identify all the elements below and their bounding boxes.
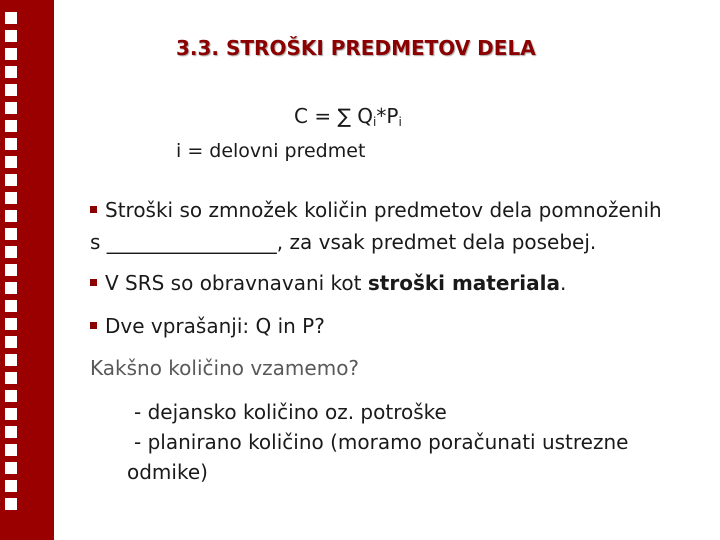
answer-line-2: - planirano količino (moramo poračunati ustrezne bbox=[134, 430, 629, 454]
cost-formula bbox=[294, 104, 402, 129]
formula-p-subscript: i bbox=[398, 115, 402, 129]
strip-square bbox=[5, 426, 17, 438]
strip-square bbox=[5, 498, 17, 510]
strip-square bbox=[5, 336, 17, 348]
strip-square bbox=[5, 462, 17, 474]
bullet-marker bbox=[90, 322, 97, 329]
formula-q: Q bbox=[350, 104, 374, 128]
strip-square bbox=[5, 372, 17, 384]
strip-square bbox=[5, 318, 17, 330]
strip-square bbox=[5, 156, 17, 168]
sum-symbol: ∑ bbox=[337, 104, 351, 128]
bullet-2-text-before: V SRS so obravnavani kot bbox=[105, 271, 368, 295]
strip-square bbox=[5, 264, 17, 276]
strip-square bbox=[5, 120, 17, 132]
square-pattern bbox=[5, 12, 17, 510]
strip-square bbox=[5, 174, 17, 186]
strip-square bbox=[5, 246, 17, 258]
slide-title: 3.3. STROŠKI PREDMETOV DELA bbox=[176, 36, 536, 60]
formula-q-subscript: i bbox=[373, 115, 377, 129]
strip-square bbox=[5, 282, 17, 294]
strip-square bbox=[5, 12, 17, 24]
answer-line-3: odmike) bbox=[127, 460, 208, 484]
strip-square bbox=[5, 138, 17, 150]
strip-square bbox=[5, 66, 17, 78]
bullet-marker bbox=[90, 279, 97, 286]
strip-square bbox=[5, 192, 17, 204]
strip-square bbox=[5, 300, 17, 312]
bullet-1-line-1 bbox=[90, 198, 662, 222]
strip-square bbox=[5, 102, 17, 114]
bullet-1-text: Stroški so zmnožek količin predmetov dela pomnoženih bbox=[105, 198, 662, 222]
bullet-3 bbox=[90, 314, 325, 338]
strip-square bbox=[5, 210, 17, 222]
strip-square bbox=[5, 30, 17, 42]
bullet-3-text: Dve vprašanji: Q in P? bbox=[105, 314, 325, 338]
answer-line-1: - dejansko količino oz. potroške bbox=[134, 400, 447, 424]
formula-lhs: C = bbox=[294, 104, 338, 128]
strip-square bbox=[5, 228, 17, 240]
side-decoration-strip bbox=[0, 0, 54, 540]
bullet-2 bbox=[90, 271, 566, 295]
bullet-1-line-2: s _________________, za vsak predmet dela posebej. bbox=[90, 230, 597, 254]
strip-square bbox=[5, 354, 17, 366]
formula-mul-p: *P bbox=[376, 104, 399, 128]
strip-square bbox=[5, 84, 17, 96]
strip-square bbox=[5, 444, 17, 456]
bullet-2-text-bold: stroški materiala bbox=[367, 271, 560, 295]
strip-square bbox=[5, 390, 17, 402]
bullet-2-text-after: . bbox=[560, 271, 567, 295]
question-text: Kakšno količino vzamemo? bbox=[90, 356, 360, 380]
bullet-marker bbox=[90, 206, 97, 213]
strip-square bbox=[5, 480, 17, 492]
formula-definition: i = delovni predmet bbox=[176, 140, 366, 162]
strip-square bbox=[5, 48, 17, 60]
strip-square bbox=[5, 408, 17, 420]
